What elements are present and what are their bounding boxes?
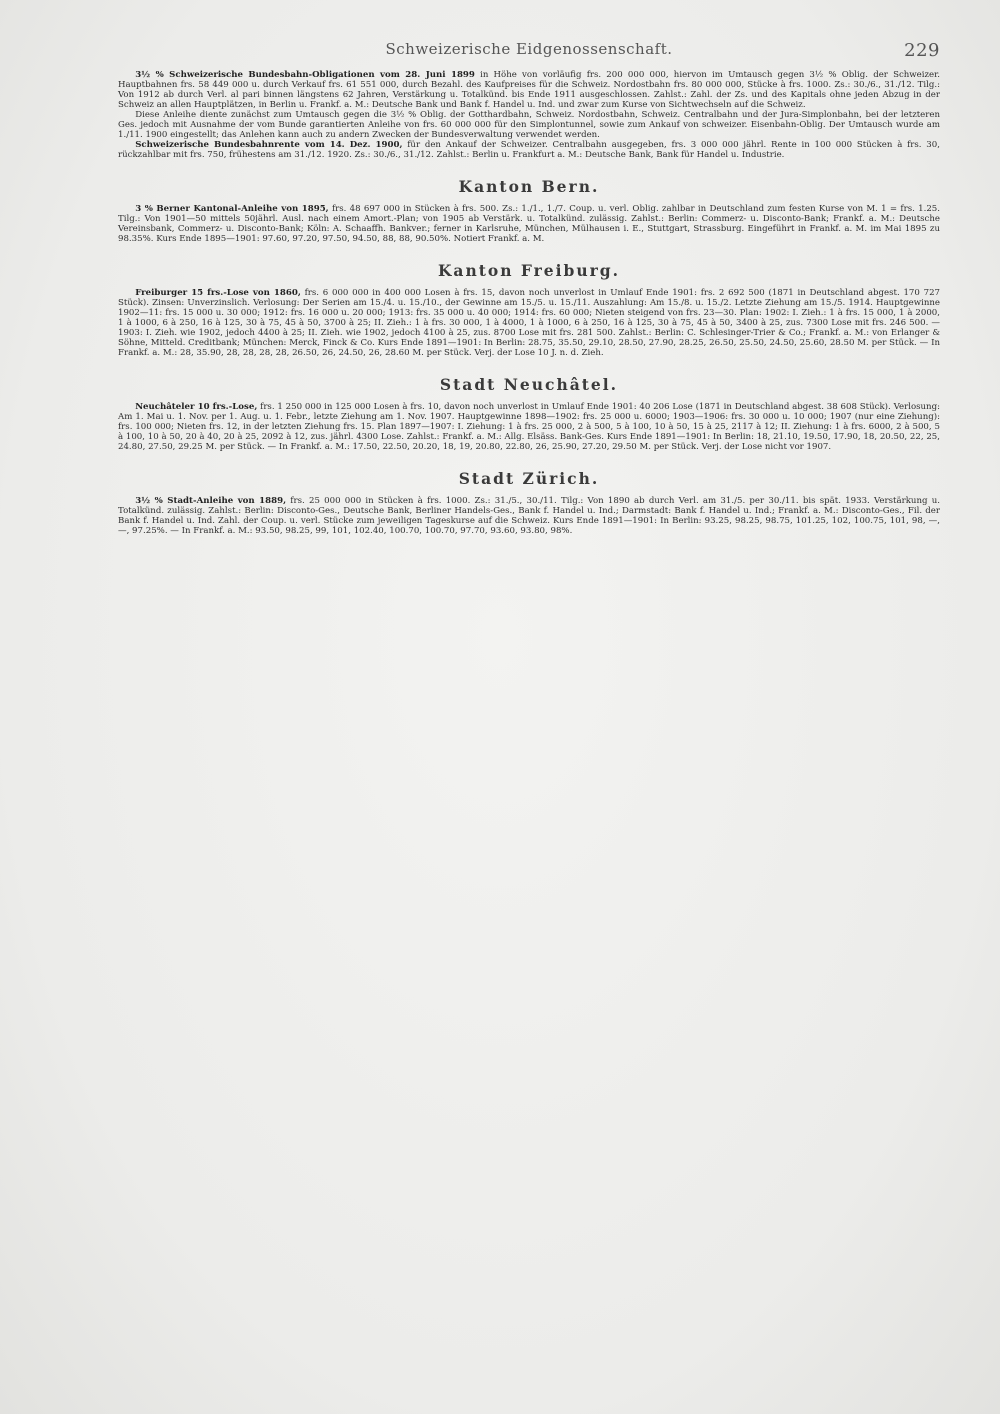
section-heading-stadt-neuchatel: Stadt Neuchâtel.: [439, 375, 619, 394]
entry-title: 3 % Berner Kantonal-Anleihe von 1895,: [135, 204, 329, 214]
entry-neuchateler-lose: [118, 402, 940, 452]
entry-zuerich-stadt-anleihe: [118, 496, 940, 536]
entry-text: für den Ankauf der Schweizer. Centralbahn ausgegeben, frs. 3 000 000 jährl. Rente in 100 000 Stücken à frs. 30, rückzahlbar mit frs. 750, frühestens am 31./12. 1920. Zs.: 30./6., 31./12. Zahlst.: Berlin u. Frankfurt a. M.: Deutsche Bank, Bank für Handel u. Industrie.: [118, 140, 940, 160]
entry-berner-kantonal-anleihe: [118, 204, 940, 244]
entry-bundesbahnrente: [118, 140, 940, 160]
page-body: [118, 70, 940, 536]
entry-bundesbahn-obligationen: [118, 70, 940, 110]
running-title: Schweizerische Eidgenossenschaft.: [385, 40, 673, 58]
running-header: [118, 40, 940, 70]
entry-anleihe-umtausch-note: [118, 110, 940, 140]
entry-text: in Höhe von vorläufig frs. 200 000 000, hiervon im Umtausch gegen 3½ % Oblig. der Schweizer. Hauptbahnen frs. 58 449 000 u. durch Verkauf frs. 61 551 000, durch Bezahl. des Kaufpreises für die Schweiz. Nordostbahn frs. 80 000 000, Stücke à frs. 1000. Zs.: 30./6., 31./12. Tilg.: Von 1912 ab durch Verl. al pari binnen längstens 62 Jahren, Verstärkung u. Totalkünd. bis Ende 1911 ausgeschlossen. Zahlst.: Zahl. der Zs. und des Kapitals ohne jeden Abzug in der Schweiz an allen Hauptplätzen, in Berlin u. Frankf. a. M.: Deutsche Bank und Bank f. Handel u. Ind. und zwar zum Kurse von Sichtwechseln auf die Schweiz.: [118, 70, 941, 110]
entry-title: 3½ % Stadt-Anleihe von 1889,: [135, 496, 287, 506]
entry-text: frs. 25 000 000 in Stücken à frs. 1000. Zs.: 31./5., 30./11. Tilg.: Von 1890 ab durch Verl. am 31./5. per 30./11. bis spät. 1933. Verstärkung u. Totalkünd. zulässig. Zahlst.: Berlin: Disconto-Ges., Deutsche Bank, Berliner Handels-Ges., Bank f. Handel u. Ind.; Darmstadt: Bank f. Handel u. Ind.; Frankf. a. M.: Disconto-Ges., Fil. der Bank f. Handel u. Ind. Zahl. der Coup. u. verl. Stücke zum jeweiligen Tageskurse auf die Schweiz. Kurs Ende 1891—1901: In Berlin: 93.25, 98.25, 98.75, 101.25, 102, 100.75, 101, 98, —, —, 97.25%. — In Frankf. a. M.: 93.50, 98.25, 99, 101, 102.40, 100.70, 100.70, 97.70, 93.60, 93.80, 98%.: [118, 496, 940, 536]
section-heading-kanton-bern: Kanton Bern.: [458, 177, 600, 196]
entry-title: Neuchâteler 10 frs.-Lose,: [135, 402, 258, 412]
entry-text: Diese Anleihe diente zunächst zum Umtausch gegen die 3½ % Oblig. der Gotthardbahn, Schweiz. Nordostbahn, Schweiz. Centralbahn und der Jura-Simplonbahn, bei der letzteren Ges. jedoch mit Ausnahme der vom Bunde garantierten Anleihe von frs. 60 000 000 für den Simplontunnel, sowie zum Ankauf von schweizer. Eisenbahn-Oblig. Der Umtausch wurde am 1./11. 1900 eingestellt; das Anlehen kann auch zu andern Zwecken der Bundesverwaltung verwendet werden.: [118, 110, 940, 140]
entry-text: frs. 48 697 000 in Stücken à frs. 500. Zs.: 1./1., 1./7. Coup. u. verl. Oblig. zahlbar in Deutschland zum festen Kurse von M. 1 = frs. 1.25. Tilg.: Von 1901—50 mittels 50jährl. Ausl. nach einem Amort.-Plan; von 1905 ab Verstärk. u. Totalkünd. zulässig. Zahlst.: Berlin: Commerz- u. Disconto-Bank; Frankf. a. M.: Deutsche Vereinsbank, Commerz- u. Disconto-Bank; Köln: A. Schaaffh. Bankver.; ferner in Karlsruhe, München, Mülhausen i. E., Stuttgart, Strassburg. Eingeführt in Frankf. a. M. im Mai 1895 zu 98.35%. Kurs Ende 1895—1901: 97.60, 97.20, 97.50, 94.50, 88, 88, 90.50%. Notiert Frankf. a. M.: [118, 204, 940, 244]
section-heading-kanton-freiburg: Kanton Freiburg.: [437, 261, 621, 280]
page-number: 229: [904, 40, 940, 61]
entry-title: Schweizerische Bundesbahnrente vom 14. Dez. 1900,: [135, 140, 403, 150]
section-heading-stadt-zuerich: Stadt Zürich.: [458, 469, 600, 488]
entry-text: frs. 1 250 000 in 125 000 Losen à frs. 10, davon noch unverlost in Umlauf Ende 1901: 40 206 Lose (1871 in Deutschland abgest. 38 608 Stück). Verlosung: Am 1. Mai u. 1. Nov. per 1. Aug. u. 1. Febr., letzte Ziehung am 1. Nov. 1907. Hauptgewinne 1898—1902: frs. 25 000 u. 6000; 1903—1906: frs. 30 000 u. 10 000; 1907 (nur eine Ziehung): frs. 100 000; Nieten frs. 12, in der letzten Ziehung frs. 15. Plan 1897—1907: I. Ziehung: 1 à frs. 25 000, 2 à 500, 5 à 100, 10 à 50, 15 à 25, 2117 à 12; II. Ziehung: 1 à frs. 6000, 2 à 500, 5 à 100, 10 à 50, 20 à 40, 20 à 25, 2092 à 12, zus. jährl. 4300 Lose. Zahlst.: Frankf. a. M.: Allg. Elsäss. Bank-Ges. Kurs Ende 1891—1901: In Berlin: 18, 21.10, 19.50, 17.90, 18, 20.50, 22, 25, 24.80, 27.50, 29.25 M. per Stück. — In Frankf. a. M.: 17.50, 22.50, 20.20, 18, 19, 20.80, 22.80, 26, 25.90, 27.20, 29.50 M. per Stück. Verj. der Lose nicht vor 1907.: [118, 402, 940, 452]
entry-text: frs. 6 000 000 in 400 000 Losen à frs. 15, davon noch unverlost in Umlauf Ende 1901: frs. 2 692 500 (1871 in Deutschland abgest. 170 727 Stück). Zinsen: Unverzinslich. Verlosung: Der Serien am 15./4. u. 15./10., der Gewinne am 15./5. u. 15./11. Auszahlung: Am 15./8. u. 15./2. Letzte Ziehung am 15./5. 1914. Hauptgewinne 1902—11: frs. 15 000 u. 30 000; 1912: frs. 16 000 u. 20 000; 1913: frs. 35 000 u. 40 000; 1914: frs. 60 000; Nieten steigend von frs. 23—30. Plan: 1902: I. Zieh.: 1 à frs. 15 000, 1 à 2000, 1 à 1000, 6 à 250, 16 à 125, 30 à 75, 45 à 50, 3700 à 25; II. Zieh.: 1 à frs. 30 000, 1 à 4000, 1 à 1000, 6 à 250, 16 à 125, 30 à 75, 45 à 50, 3400 à 25, zus. 7300 Lose mit frs. 246 500. — 1903: I. Zieh. wie 1902, jedoch 4400 à 25; II. Zieh. wie 1902, jedoch 4100 à 25, zus. 8700 Lose mit frs. 281 500. Zahlst.: Berlin: C. Schlesinger-Trier & Co.; Frankf. a. M.: von Erlanger & Söhne, Mitteld. Creditbank; München: Merck, Finck & Co. Kurs Ende 1891—1901: In Berlin: 28.75, 35.50, 29.10, 28.50, 27.90, 28.25, 26.50, 25.50, 24.50, 25.60, 28.50 M. per Stück. — In Frankf. a. M.: 28, 35.90, 28, 28, 28, 28, 26.50, 26, 24.50, 26, 28.60 M. per Stück. Verj. der Lose 10 J. n. d. Zieh.: [118, 288, 941, 358]
entry-title: 3½ % Schweizerische Bundesbahn-Obligationen vom 28. Juni 1899: [135, 70, 475, 80]
entry-freiburger-lose: [118, 288, 940, 358]
entry-title: Freiburger 15 frs.-Lose von 1860,: [135, 288, 301, 298]
